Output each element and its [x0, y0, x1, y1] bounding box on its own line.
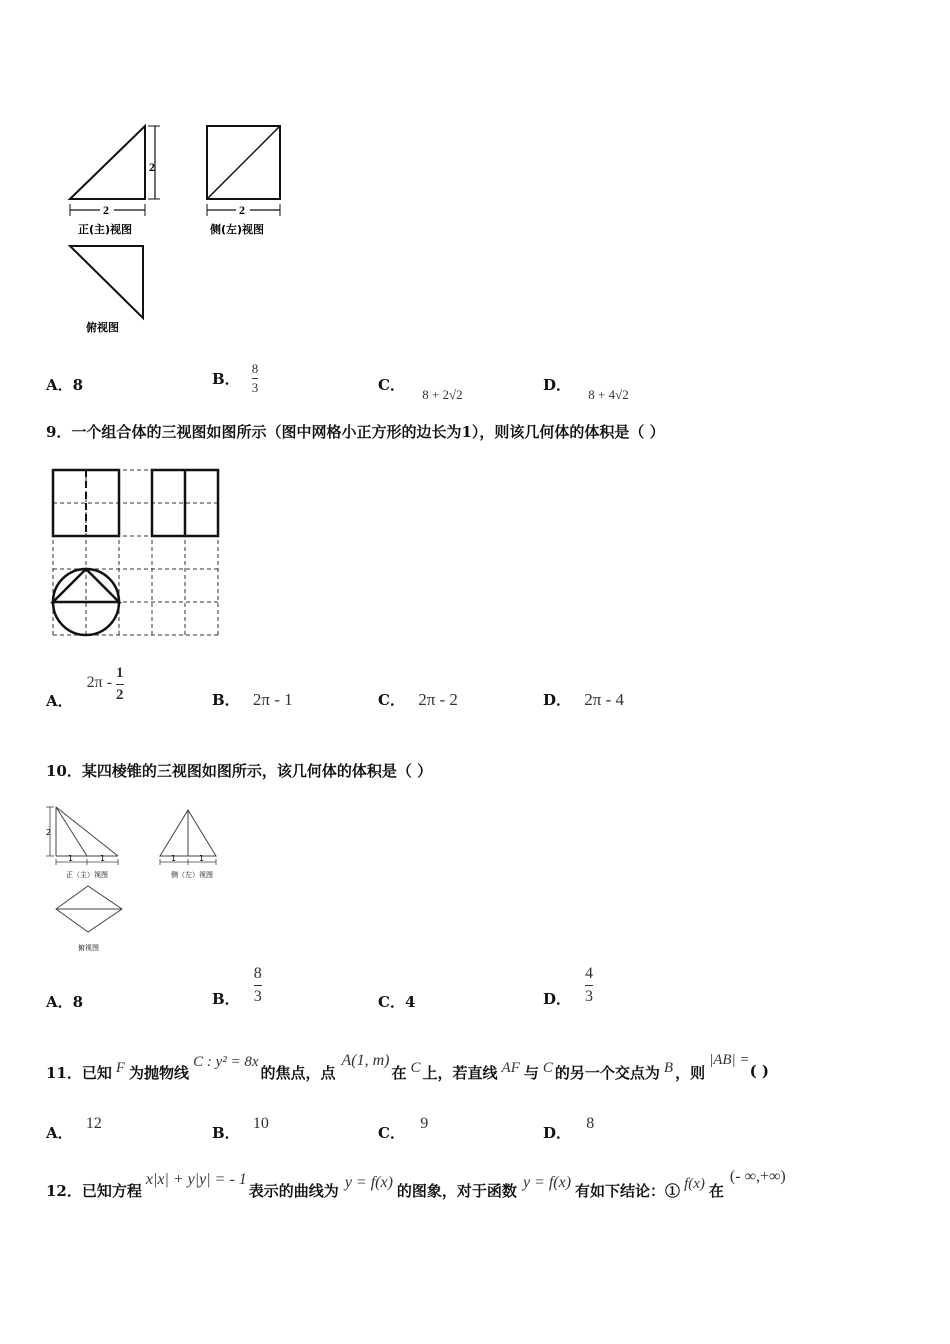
q10-front-view — [56, 807, 118, 856]
q10-option-b-fraction: $\frac{8}{3}$ — [253, 965, 262, 1005]
q10-three-view-figure — [40, 800, 230, 955]
q8-three-view-figure — [60, 118, 290, 343]
q11-question: 11．已知 F 为抛物线 C : y² = 8x 的焦点，点 A(1, m) 在 C 上，若直线 AF 与 C 的另一个交点为 B ，则 |AB| = ( ) — [46, 1052, 769, 1082]
q9-option-d-expr: 2π - 4 — [584, 690, 624, 709]
q8-label-top: 俯视图 — [86, 321, 119, 334]
q11-option-c[interactable]: C． 9 — [378, 1115, 429, 1142]
q10-front-dim-2: 1 — [100, 854, 106, 863]
q9-option-d[interactable]: D． 2π - 4 — [543, 690, 624, 709]
q8-dim-bottom-side: 2 — [239, 203, 245, 217]
q10-dim-left: 2 — [46, 828, 52, 837]
q8-option-c[interactable]: C． 8 + 2√2 — [378, 376, 463, 402]
q11-option-d[interactable]: D． 8 — [543, 1115, 595, 1142]
q8-top-view — [70, 246, 143, 318]
q10-front-dim-1: 1 — [68, 854, 74, 863]
q8-dim-bottom-front: 2 — [103, 203, 109, 217]
q9-grid-figure — [48, 465, 223, 640]
q10-side-dim-1: 1 — [171, 854, 177, 863]
q10-question: 10．某四棱锥的三视图如图所示，该几何体的体积是（ ） — [46, 762, 433, 780]
q8-front-view — [70, 126, 145, 199]
q9-question: 9．一个组合体的三视图如图所示（图中网格小正方形的边长为1），则该几何体的体积是（ ） — [46, 423, 665, 441]
q8-label-side: 侧(左)视图 — [210, 223, 265, 236]
q9-option-a-expr: 2π - — [86, 674, 113, 691]
q8-option-a[interactable]: A．8 — [46, 376, 84, 394]
q10-label-side: 侧（左）视图 — [171, 871, 213, 879]
q10-option-c[interactable]: C．4 — [378, 993, 416, 1011]
q10-option-a[interactable]: A．8 — [46, 993, 84, 1011]
q10-option-b[interactable]: B． $\frac{8}{3}$ — [212, 965, 262, 1008]
q9-option-b[interactable]: B． 2π - 1 — [212, 690, 293, 709]
q10-option-d-fraction: $\frac{4}{3}$ — [585, 965, 594, 1005]
q8-option-b[interactable]: B． $\frac{8}{3}$ — [212, 361, 259, 396]
q10-option-d[interactable]: D． $\frac{4}{3}$ — [543, 965, 594, 1008]
q8-option-d-expr: 8 + 4√2 — [588, 387, 629, 402]
q9-option-c-expr: 2π - 2 — [418, 690, 458, 709]
q8-label-front: 正(主)视图 — [78, 223, 133, 236]
q10-label-top: 俯视图 — [78, 944, 99, 952]
q10-side-dim-2: 1 — [199, 854, 205, 863]
q8-option-d[interactable]: D． 8 + 4√2 — [543, 376, 629, 402]
q11-option-a[interactable]: A． 12 — [46, 1115, 102, 1142]
q8-dim-right: 2 — [149, 160, 155, 174]
q9-option-c[interactable]: C． 2π - 2 — [378, 690, 458, 709]
q12-question: 12．已知方程 x|x| + y|y| = - 1 表示的曲线为 y = f(x) 的图象，对于函数 y = f(x) 有如下结论：① f(x) 在 (- ∞,+∞) — [46, 1168, 786, 1200]
q8-option-c-expr: 8 + 2√2 — [422, 387, 463, 402]
q11-option-b[interactable]: B． 10 — [212, 1115, 269, 1142]
q9-option-a[interactable]: A． 2π - $\frac{1}{2}$ — [46, 665, 124, 710]
q9-option-b-expr: 2π - 1 — [252, 690, 293, 709]
q9-option-a-fraction: $\frac{1}{2}$ — [116, 665, 124, 703]
q8-option-b-fraction: $\frac{8}{3}$ — [251, 361, 259, 396]
q10-label-front: 正（主）视图 — [66, 871, 108, 879]
